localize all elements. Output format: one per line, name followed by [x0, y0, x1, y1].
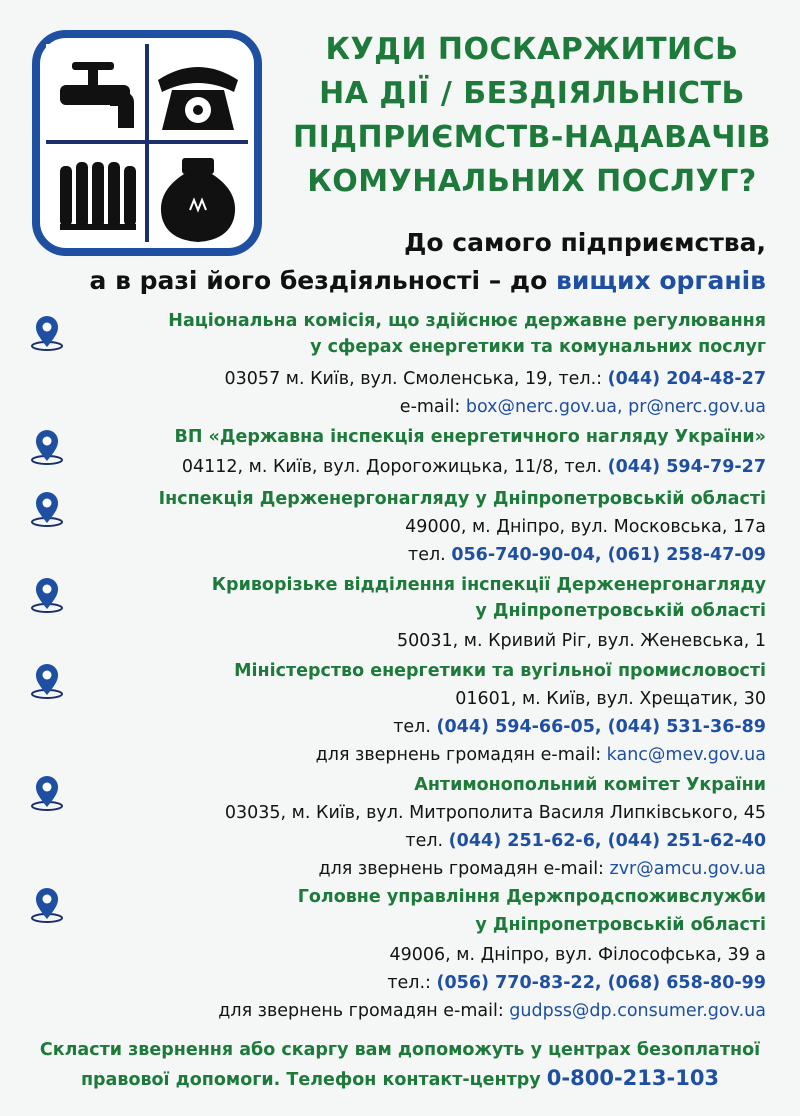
footer-text: правової допомоги. Телефон контакт-центру — [80, 1070, 547, 1090]
phone-line — [387, 970, 766, 996]
location-pin-icon — [28, 576, 66, 614]
address-text: 03057 м. Київ, вул. Смоленська, 19, тел.: — [224, 369, 608, 389]
telephone-icon — [158, 67, 238, 130]
email-label: e-mail: — [399, 397, 466, 417]
location-pin-icon — [28, 490, 66, 528]
headline-line: КОМУНАЛЬНИХ ПОСЛУГ? — [307, 164, 757, 199]
phone-label: тел. — [408, 545, 452, 565]
email-link[interactable]: gudpss@dp.consumer.gov.ua — [509, 1001, 766, 1021]
subtitle-line-2 — [46, 266, 766, 295]
email-link[interactable]: box@nerc.gov.ua, pr@nerc.gov.ua — [465, 397, 766, 417]
organization-name: у Дніпропетровській області — [475, 601, 766, 621]
location-pin-icon — [28, 774, 66, 812]
email-line — [316, 742, 766, 768]
footer — [0, 1036, 800, 1094]
hotline-phone[interactable]: 0-800-213-103 — [546, 1066, 720, 1090]
email-line — [218, 998, 766, 1024]
address-text: 49006, м. Дніпро, вул. Філософська, 39 а — [389, 945, 766, 965]
utilities-logo — [32, 30, 262, 256]
address-text: 49000, м. Дніпро, вул. Московська, 17а — [405, 517, 766, 537]
phone-label: тел. — [405, 831, 449, 851]
email-label: для звернень громадян e-mail: — [318, 859, 610, 879]
headline-line: КУДИ ПОСКАРЖИТИСЬ — [325, 32, 739, 67]
headline-line: ПІДПРИЄМСТВ-НАДАВАЧІВ — [293, 120, 771, 155]
phone-line — [393, 714, 766, 740]
address-text: 01601, м. Київ, вул. Хрещатик, 30 — [455, 689, 766, 709]
email-link[interactable]: kanc@mev.gov.ua — [606, 745, 766, 765]
organization-name: Головне управління Держпродспоживслужби — [297, 887, 766, 907]
location-pin-icon — [28, 662, 66, 700]
radiator-icon — [60, 162, 136, 230]
email-line — [319, 856, 766, 882]
organization-name: Національна комісія, що здійснює державне регулювання — [168, 311, 766, 331]
phone-number[interactable]: (056) 770-83-22, (068) 658-80-99 — [436, 973, 766, 993]
subtitle-line-1: До самого підприємства, — [404, 228, 766, 257]
organization-name: у Дніпропетровській області — [475, 915, 766, 935]
phone-number[interactable]: (044) 594-79-27 — [607, 457, 766, 477]
headline — [282, 28, 782, 204]
address-text: 03035, м. Київ, вул. Митрополита Василя Липківського, 45 — [224, 803, 766, 823]
organization-name: Міністерство енергетики та вугільної промисловості — [234, 661, 766, 681]
address-text: 04112, м. Київ, вул. Дорогожицька, 11/8, тел. — [181, 457, 608, 477]
footer-line-2 — [0, 1064, 800, 1094]
phone-label: тел.: — [387, 973, 437, 993]
address-line — [225, 366, 766, 392]
email-line — [400, 394, 766, 420]
organization-name: Інспекція Держенергонагляду у Дніпропетровській області — [158, 489, 766, 509]
phone-number[interactable]: 056-740-90-04, (061) 258-47-09 — [451, 545, 766, 565]
location-pin-icon — [28, 428, 66, 466]
location-pin-icon — [28, 886, 66, 924]
email-label: для звернень громадян e-mail: — [315, 745, 607, 765]
organization-name: у сферах енергетики та комунальних послуг — [310, 337, 766, 357]
email-label: для звернень громадян e-mail: — [218, 1001, 510, 1021]
location-pin-icon — [28, 314, 66, 352]
phone-label: тел. — [393, 717, 437, 737]
organization-name: Криворізьке відділення інспекції Держенергонагляду — [211, 575, 766, 595]
address-line — [182, 454, 766, 480]
phone-number[interactable]: (044) 204-48-27 — [607, 369, 766, 389]
headline-line: НА ДІЇ / БЕЗДІЯЛЬНІСТЬ — [319, 76, 745, 111]
address-text: 50031, м. Кривий Ріг, вул. Женевська, 1 — [397, 631, 766, 651]
footer-line-1: Скласти звернення або скаргу вам допоможуть у центрах безоплатної — [39, 1040, 761, 1060]
organization-name: ВП «Державна інспекція енергетичного нагляду України» — [174, 427, 766, 447]
organization-name: Антимонопольний комітет України — [414, 775, 766, 795]
subtitle-highlight: вищих органів — [556, 266, 766, 295]
phone-line — [405, 828, 766, 854]
subtitle-text: а в разі його бездіяльності – до — [89, 266, 556, 295]
phone-number[interactable]: (044) 251-62-6, (044) 251-62-40 — [448, 831, 766, 851]
phone-number[interactable]: (044) 594-66-05, (044) 531-36-89 — [436, 717, 766, 737]
phone-line — [408, 542, 766, 568]
email-link[interactable]: zvr@amcu.gov.ua — [609, 859, 766, 879]
